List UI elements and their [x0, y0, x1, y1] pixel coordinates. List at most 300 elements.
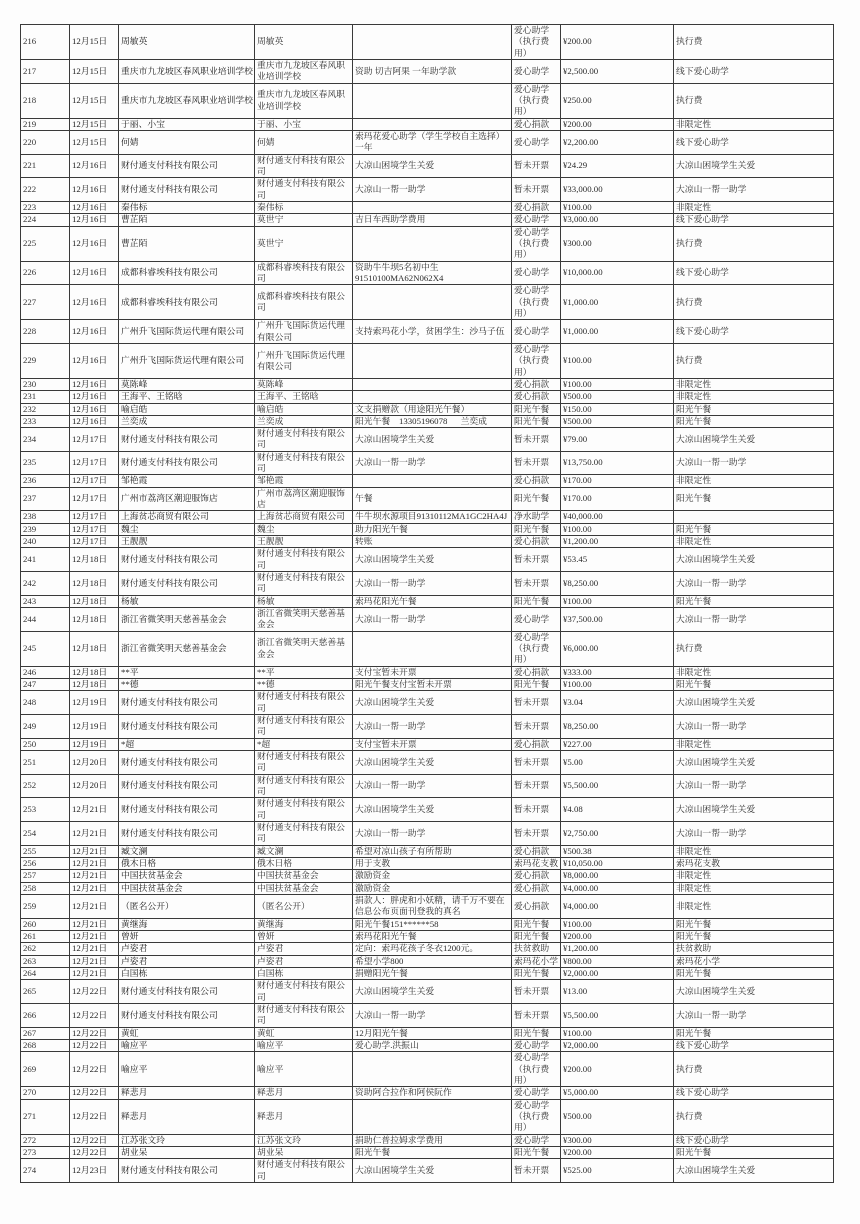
- donation-date: 12月22日: [70, 1099, 119, 1134]
- donation-amount: ¥100.00: [561, 378, 674, 390]
- donation-amount: ¥227.00: [561, 738, 674, 750]
- donation-date: 12月21日: [70, 857, 119, 869]
- donation-usage: 阳光午餐: [674, 967, 834, 979]
- row-number: 237: [21, 487, 70, 511]
- donation-category: 暂未开票: [512, 178, 561, 202]
- table-row: [21, 154, 834, 178]
- donation-date: 12月16日: [70, 403, 119, 415]
- donation-amount: ¥100.00: [561, 1027, 674, 1039]
- row-number: 231: [21, 391, 70, 403]
- donation-category: 暂未开票: [512, 1003, 561, 1027]
- donor-name: 财付通支付科技有限公司: [119, 178, 255, 202]
- donation-note: 支付宝暂未开票: [353, 666, 512, 678]
- donation-amount: ¥33,000.00: [561, 178, 674, 202]
- donor-name: 财付通支付科技有限公司: [119, 1003, 255, 1027]
- payer-name: 曾妍: [255, 930, 353, 942]
- donation-category: 爱心助学: [512, 1087, 561, 1099]
- donation-usage: 执行费: [674, 343, 834, 378]
- donation-usage: 线下爱心助学: [674, 320, 834, 344]
- donation-note: 12月阳光午餐: [353, 1027, 512, 1039]
- donation-date: 12月22日: [70, 1087, 119, 1099]
- donor-name: 释悲月: [119, 1099, 255, 1134]
- donation-note: [353, 378, 512, 390]
- donation-note: [353, 285, 512, 320]
- table-row: [21, 572, 834, 596]
- donor-name: 曾妍: [119, 930, 255, 942]
- donation-date: 12月21日: [70, 894, 119, 918]
- payer-name: 上海贫芯商贸有限公司: [255, 511, 353, 523]
- donation-amount: ¥100.00: [561, 679, 674, 691]
- donation-amount: ¥4,000.00: [561, 882, 674, 894]
- donation-date: 12月18日: [70, 595, 119, 607]
- table-row: [21, 1087, 834, 1099]
- donation-note: 资助牛牛坝5名初中生91510100MA62N062X4: [353, 261, 512, 285]
- donation-usage: 阳光午餐: [674, 1027, 834, 1039]
- donor-name: 财付通支付科技有限公司: [119, 572, 255, 596]
- donation-category: 爱心助学: [512, 320, 561, 344]
- donor-name: 杨敏: [119, 595, 255, 607]
- donation-category: 爱心助学（执行费用）: [512, 631, 561, 666]
- donation-usage: 线下爱心助学: [674, 1087, 834, 1099]
- donation-category: 暂未开票: [512, 572, 561, 596]
- donation-amount: ¥800.00: [561, 955, 674, 967]
- donation-category: 阳光午餐: [512, 1146, 561, 1158]
- payer-name: 杨敏: [255, 595, 353, 607]
- donation-date: 12月16日: [70, 378, 119, 390]
- table-row: [21, 428, 834, 452]
- donation-note: 大凉山困境学生关爱: [353, 980, 512, 1004]
- row-number: 242: [21, 572, 70, 596]
- donation-category: 扶贫救助: [512, 943, 561, 955]
- payer-name: 胡业呆: [255, 1146, 353, 1158]
- donation-date: 12月22日: [70, 1027, 119, 1039]
- donation-category: 爱心助学（执行费用）: [512, 226, 561, 261]
- payer-name: *超: [255, 738, 353, 750]
- donation-note: [353, 226, 512, 261]
- donation-category: 阳光午餐: [512, 918, 561, 930]
- donation-category: 爱心助学: [512, 214, 561, 226]
- table-row: [21, 930, 834, 942]
- donation-note: 阳光午餐 13305196078 兰奕成: [353, 415, 512, 427]
- row-number: 238: [21, 511, 70, 523]
- table-row: [21, 1039, 834, 1051]
- donor-name: 财付通支付科技有限公司: [119, 715, 255, 739]
- donor-name: 黄虹: [119, 1027, 255, 1039]
- donation-category: 爱心助学: [512, 1039, 561, 1051]
- row-number: 262: [21, 943, 70, 955]
- donation-usage: 索玛花小学: [674, 955, 834, 967]
- table-row: [21, 751, 834, 775]
- payer-name: 莫陈峰: [255, 378, 353, 390]
- payer-name: 江苏张文玲: [255, 1134, 353, 1146]
- donation-usage: 大凉山困境学生关爱: [674, 154, 834, 178]
- donation-table-body: [21, 25, 834, 1183]
- donation-note: 大凉山困境学生关爱: [353, 798, 512, 822]
- donation-date: 12月17日: [70, 487, 119, 511]
- payer-name: 卢姿君: [255, 943, 353, 955]
- table-row: [21, 774, 834, 798]
- payer-name: 财付通支付科技有限公司: [255, 1003, 353, 1027]
- donation-category: 暂未开票: [512, 980, 561, 1004]
- donation-category: 爱心助学: [512, 59, 561, 83]
- donation-date: 12月22日: [70, 1134, 119, 1146]
- donation-note: 资助 切吉阿果 一年助学款: [353, 59, 512, 83]
- donation-category: 爱心捐款: [512, 870, 561, 882]
- donation-date: 12月20日: [70, 774, 119, 798]
- donor-name: 莫陈峰: [119, 378, 255, 390]
- payer-name: 广州市荔湾区潮迎服饰店: [255, 487, 353, 511]
- donor-name: 成都科睿埃科技有限公司: [119, 285, 255, 320]
- donation-usage: 阳光午餐: [674, 415, 834, 427]
- donor-name: 秦伟标: [119, 201, 255, 213]
- donation-usage: 大凉山一帮一助学: [674, 608, 834, 632]
- donation-amount: ¥2,000.00: [561, 1039, 674, 1051]
- row-number: 261: [21, 930, 70, 942]
- table-row: [21, 118, 834, 130]
- donation-date: 12月15日: [70, 25, 119, 60]
- donation-date: 12月21日: [70, 967, 119, 979]
- row-number: 216: [21, 25, 70, 60]
- table-row: [21, 59, 834, 83]
- donation-note: 大凉山一帮一助学: [353, 715, 512, 739]
- donation-note: 希望小学800: [353, 955, 512, 967]
- donor-name: **平: [119, 666, 255, 678]
- payer-name: 中国扶贫基金会: [255, 882, 353, 894]
- donation-category: 爱心捐款: [512, 378, 561, 390]
- donation-amount: ¥100.00: [561, 523, 674, 535]
- row-number: 270: [21, 1087, 70, 1099]
- row-number: 219: [21, 118, 70, 130]
- donation-note: 大凉山困境学生关爱: [353, 1159, 512, 1183]
- donor-name: **德: [119, 679, 255, 691]
- payer-name: 财付通支付科技有限公司: [255, 798, 353, 822]
- donation-note: 索玛花爱心助学（学生学校自主选择）一年: [353, 130, 512, 154]
- donation-note: 大凉山困境学生关爱: [353, 428, 512, 452]
- payer-name: 莫世宁: [255, 226, 353, 261]
- donor-name: 喻启皓: [119, 403, 255, 415]
- donation-usage: 大凉山困境学生关爱: [674, 980, 834, 1004]
- table-row: [21, 894, 834, 918]
- donation-usage: 大凉山困境学生关爱: [674, 691, 834, 715]
- donation-usage: 线下爱心助学: [674, 130, 834, 154]
- donation-note: 激励资金: [353, 870, 512, 882]
- donation-category: 暂未开票: [512, 798, 561, 822]
- donor-name: 财付通支付科技有限公司: [119, 691, 255, 715]
- donor-name: 喻应平: [119, 1039, 255, 1051]
- donation-note: 定向：索玛花孩子冬衣1200元。: [353, 943, 512, 955]
- donation-category: 爱心助学（执行费用）: [512, 83, 561, 118]
- table-row: [21, 1159, 834, 1183]
- donation-amount: ¥37,500.00: [561, 608, 674, 632]
- donation-usage: 大凉山一帮一助学: [674, 715, 834, 739]
- donation-amount: ¥8,250.00: [561, 715, 674, 739]
- donor-name: 曹芷陌: [119, 214, 255, 226]
- donation-usage: 大凉山困境学生关爱: [674, 1159, 834, 1183]
- payer-name: 浙江省微笑明天慈善基金会: [255, 608, 353, 632]
- donation-usage: 非限定性: [674, 201, 834, 213]
- table-row: [21, 403, 834, 415]
- donation-category: 爱心助学: [512, 608, 561, 632]
- donation-date: 12月21日: [70, 918, 119, 930]
- table-row: [21, 226, 834, 261]
- donation-category: 暂未开票: [512, 451, 561, 475]
- donation-date: 12月15日: [70, 118, 119, 130]
- row-number: 254: [21, 821, 70, 845]
- donation-amount: ¥500.38: [561, 845, 674, 857]
- donation-amount: ¥250.00: [561, 83, 674, 118]
- donation-usage: 执行费: [674, 83, 834, 118]
- donation-date: 12月21日: [70, 882, 119, 894]
- donation-date: 12月17日: [70, 523, 119, 535]
- payer-name: 黄虹: [255, 1027, 353, 1039]
- donation-note: [353, 631, 512, 666]
- donation-usage: 非限定性: [674, 475, 834, 487]
- donation-amount: ¥100.00: [561, 595, 674, 607]
- donation-date: 12月21日: [70, 930, 119, 942]
- donation-category: 阳光午餐: [512, 523, 561, 535]
- donation-date: 12月16日: [70, 391, 119, 403]
- row-number: 264: [21, 967, 70, 979]
- row-number: 274: [21, 1159, 70, 1183]
- donor-name: 重庆市九龙坡区春风职业培训学校: [119, 83, 255, 118]
- row-number: 240: [21, 536, 70, 548]
- donation-usage: 非限定性: [674, 118, 834, 130]
- donation-date: 12月17日: [70, 511, 119, 523]
- donation-usage: 大凉山困境学生关爱: [674, 798, 834, 822]
- donation-category: 爱心捐款: [512, 845, 561, 857]
- donor-name: 于丽、小宝: [119, 118, 255, 130]
- donor-name: 浙江省微笑明天慈善基金会: [119, 631, 255, 666]
- row-number: 236: [21, 475, 70, 487]
- payer-name: 释悲月: [255, 1099, 353, 1134]
- row-number: 259: [21, 894, 70, 918]
- donation-amount: ¥500.00: [561, 415, 674, 427]
- row-number: 222: [21, 178, 70, 202]
- row-number: 221: [21, 154, 70, 178]
- donation-date: 12月18日: [70, 608, 119, 632]
- donation-category: 暂未开票: [512, 715, 561, 739]
- table-row: [21, 261, 834, 285]
- payer-name: 喻启皓: [255, 403, 353, 415]
- donation-category: 阳光午餐: [512, 967, 561, 979]
- row-number: 272: [21, 1134, 70, 1146]
- donation-note: 大凉山一帮一助学: [353, 608, 512, 632]
- row-number: 246: [21, 666, 70, 678]
- donation-note: 大凉山困境学生关爱: [353, 548, 512, 572]
- table-row: [21, 845, 834, 857]
- donation-amount: ¥100.00: [561, 918, 674, 930]
- donation-usage: 阳光午餐: [674, 679, 834, 691]
- donation-amount: ¥1,200.00: [561, 536, 674, 548]
- table-row: [21, 415, 834, 427]
- donation-usage: 非限定性: [674, 845, 834, 857]
- table-row: [21, 666, 834, 678]
- donation-amount: ¥4,000.00: [561, 894, 674, 918]
- table-row: [21, 83, 834, 118]
- donor-name: 财付通支付科技有限公司: [119, 451, 255, 475]
- table-row: [21, 475, 834, 487]
- donor-name: 广州升飞国际货运代理有限公司: [119, 320, 255, 344]
- donation-note: 阳光午餐151******58: [353, 918, 512, 930]
- donation-category: 阳光午餐: [512, 487, 561, 511]
- donation-usage: 线下爱心助学: [674, 261, 834, 285]
- donor-name: 财付通支付科技有限公司: [119, 1159, 255, 1183]
- payer-name: 成都科睿埃科技有限公司: [255, 285, 353, 320]
- donation-date: 12月17日: [70, 475, 119, 487]
- table-row: [21, 943, 834, 955]
- row-number: 253: [21, 798, 70, 822]
- donation-category: 爱心助学: [512, 1134, 561, 1146]
- donation-date: 12月16日: [70, 214, 119, 226]
- table-row: [21, 523, 834, 535]
- table-row: [21, 1027, 834, 1039]
- payer-name: 释悲月: [255, 1087, 353, 1099]
- row-number: 244: [21, 608, 70, 632]
- payer-name: 财付通支付科技有限公司: [255, 821, 353, 845]
- donation-date: 12月18日: [70, 631, 119, 666]
- payer-name: 王海平、王铭晗: [255, 391, 353, 403]
- row-number: 220: [21, 130, 70, 154]
- donation-note: 牛牛坝水源项目91310112MA1GC2HA4J: [353, 511, 512, 523]
- payer-name: 莫世宁: [255, 214, 353, 226]
- donor-name: 成都科睿埃科技有限公司: [119, 261, 255, 285]
- donation-amount: ¥3,000.00: [561, 214, 674, 226]
- donation-amount: ¥200.00: [561, 930, 674, 942]
- donation-amount: ¥150.00: [561, 403, 674, 415]
- payer-name: 喻应平: [255, 1039, 353, 1051]
- donation-note: 阳光午餐支付宝暂未开票: [353, 679, 512, 691]
- donation-note: [353, 475, 512, 487]
- donation-date: 12月15日: [70, 83, 119, 118]
- donor-name: 王靓靓: [119, 536, 255, 548]
- donor-name: 卢姿君: [119, 955, 255, 967]
- row-number: 229: [21, 343, 70, 378]
- donation-date: 12月16日: [70, 320, 119, 344]
- donor-name: 曹芷陌: [119, 226, 255, 261]
- donation-date: 12月18日: [70, 572, 119, 596]
- donation-usage: 阳光午餐: [674, 487, 834, 511]
- row-number: 248: [21, 691, 70, 715]
- donation-amount: ¥40,000.00: [561, 511, 674, 523]
- row-number: 256: [21, 857, 70, 869]
- payer-name: 俄木日格: [255, 857, 353, 869]
- donation-amount: ¥100.00: [561, 201, 674, 213]
- donation-usage: 大凉山一帮一助学: [674, 821, 834, 845]
- donation-note: 大凉山一帮一助学: [353, 774, 512, 798]
- donation-category: 爱心助学（执行费用）: [512, 25, 561, 60]
- donation-note: 吉日车西助学费用: [353, 214, 512, 226]
- donation-amount: ¥2,000.00: [561, 967, 674, 979]
- donation-date: 12月23日: [70, 1159, 119, 1183]
- donation-usage: 阳光午餐: [674, 1146, 834, 1158]
- donation-amount: ¥500.00: [561, 1099, 674, 1134]
- donation-category: 爱心助学（执行费用）: [512, 285, 561, 320]
- donation-category: 阳光午餐: [512, 930, 561, 942]
- payer-name: 周敏英: [255, 25, 353, 60]
- table-row: [21, 980, 834, 1004]
- donor-name: 上海贫芯商贸有限公司: [119, 511, 255, 523]
- row-number: 234: [21, 428, 70, 452]
- donation-note: [353, 201, 512, 213]
- donation-category: 暂未开票: [512, 428, 561, 452]
- donor-name: 兰奕成: [119, 415, 255, 427]
- donation-note: [353, 83, 512, 118]
- table-row: [21, 343, 834, 378]
- table-row: [21, 178, 834, 202]
- row-number: 228: [21, 320, 70, 344]
- donor-name: （匿名公开）: [119, 894, 255, 918]
- donor-name: 财付通支付科技有限公司: [119, 751, 255, 775]
- donation-category: 暂未开票: [512, 751, 561, 775]
- donation-usage: 大凉山一帮一助学: [674, 774, 834, 798]
- row-number: 255: [21, 845, 70, 857]
- payer-name: 财付通支付科技有限公司: [255, 451, 353, 475]
- table-row: [21, 214, 834, 226]
- table-row: [21, 715, 834, 739]
- table-row: [21, 955, 834, 967]
- donation-category: 爱心助学: [512, 261, 561, 285]
- donor-name: 喻应平: [119, 1052, 255, 1087]
- donation-usage: 非限定性: [674, 738, 834, 750]
- donor-name: 财付通支付科技有限公司: [119, 821, 255, 845]
- table-row: [21, 536, 834, 548]
- payer-name: 中国扶贫基金会: [255, 870, 353, 882]
- row-number: 232: [21, 403, 70, 415]
- donation-usage: 执行费: [674, 1099, 834, 1134]
- row-number: 257: [21, 870, 70, 882]
- row-number: 273: [21, 1146, 70, 1158]
- donor-name: 中国扶贫基金会: [119, 882, 255, 894]
- row-number: 239: [21, 523, 70, 535]
- donation-usage: 非限定性: [674, 870, 834, 882]
- donor-name: 黄继海: [119, 918, 255, 930]
- donation-usage: 非限定性: [674, 882, 834, 894]
- donation-amount: ¥5.00: [561, 751, 674, 775]
- donation-date: 12月22日: [70, 1146, 119, 1158]
- table-row: [21, 1052, 834, 1087]
- donation-amount: ¥1,000.00: [561, 285, 674, 320]
- payer-name: 财付通支付科技有限公司: [255, 751, 353, 775]
- donation-date: 12月22日: [70, 1039, 119, 1051]
- donation-category: 爱心助学（执行费用）: [512, 1052, 561, 1087]
- donation-date: 12月20日: [70, 751, 119, 775]
- donor-name: 中国扶贫基金会: [119, 870, 255, 882]
- donation-usage: 执行费: [674, 1052, 834, 1087]
- payer-name: 浙江省微笑明天慈善基金会: [255, 631, 353, 666]
- donation-date: 12月16日: [70, 285, 119, 320]
- table-row: [21, 320, 834, 344]
- donation-amount: ¥200.00: [561, 118, 674, 130]
- donation-category: 爱心助学（执行费用）: [512, 1099, 561, 1134]
- donor-name: *超: [119, 738, 255, 750]
- donation-usage: 非限定性: [674, 894, 834, 918]
- row-number: 266: [21, 1003, 70, 1027]
- payer-name: （匿名公开）: [255, 894, 353, 918]
- donation-date: 12月16日: [70, 226, 119, 261]
- donation-table: [20, 24, 834, 1183]
- donation-amount: ¥170.00: [561, 487, 674, 511]
- donation-usage: 大凉山一帮一助学: [674, 1003, 834, 1027]
- donation-amount: ¥300.00: [561, 226, 674, 261]
- donation-amount: ¥5,500.00: [561, 1003, 674, 1027]
- row-number: 271: [21, 1099, 70, 1134]
- donation-note: [353, 391, 512, 403]
- donation-note: 捐助仁普拉姆求学费用: [353, 1134, 512, 1146]
- donation-note: 转账: [353, 536, 512, 548]
- donation-date: 12月16日: [70, 178, 119, 202]
- donation-usage: 大凉山困境学生关爱: [674, 548, 834, 572]
- donation-amount: ¥53.45: [561, 548, 674, 572]
